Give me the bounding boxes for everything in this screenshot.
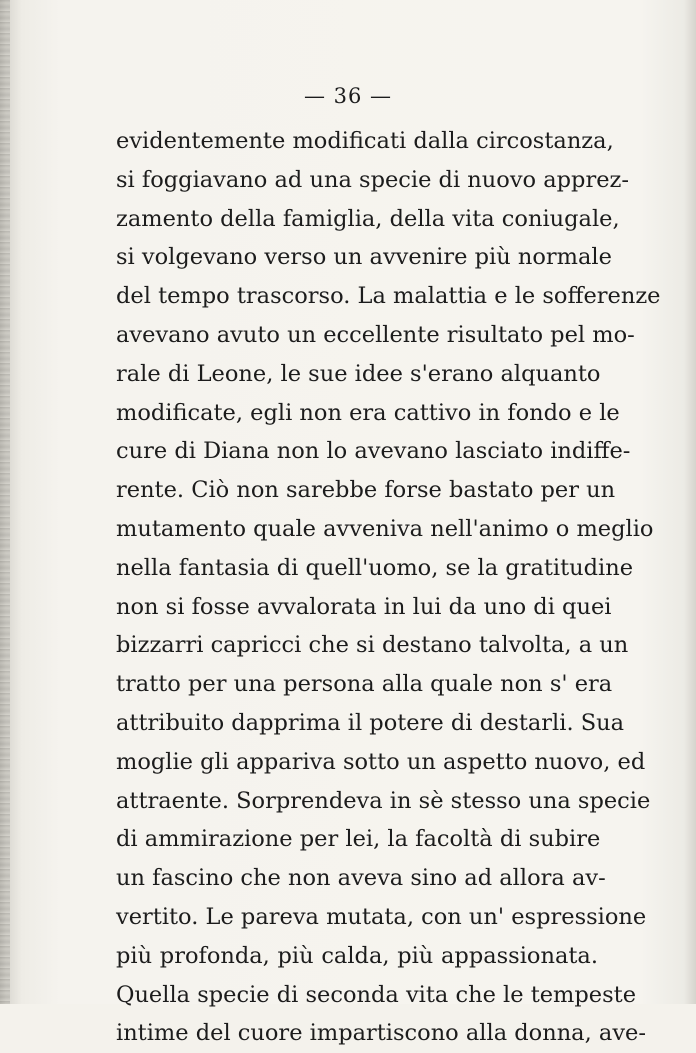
text-line: attraente. Sorprendeva in sè stesso una specie xyxy=(116,787,651,814)
text-line: di ammirazione per lei, la facoltà di subire xyxy=(116,826,601,853)
text-line: un fascino che non aveva sino ad allora av- xyxy=(116,865,606,892)
page-number: — 36 — xyxy=(303,84,393,108)
text-line: si volgevano verso un avvenire più normale xyxy=(116,244,612,271)
body-text xyxy=(116,122,661,1053)
text-line: cure di Diana non lo avevano lasciato indiffe- xyxy=(116,438,631,465)
text-line: mutamento quale avveniva nell'animo o meglio xyxy=(116,515,654,542)
text-line: tratto per una persona alla quale non s' era xyxy=(116,671,613,698)
text-line: zamento della famiglia, della vita coniugale, xyxy=(116,205,620,232)
text-line: moglie gli appariva sotto un aspetto nuovo, ed xyxy=(116,748,646,775)
text-line: del tempo trascorso. La malattia e le sofferenze xyxy=(116,283,661,310)
text-line: nella fantasia di quell'uomo, se la gratitudine xyxy=(116,554,634,581)
text-line: Quella specie di seconda vita che le tempeste xyxy=(116,981,637,1008)
text-line: avevano avuto un eccellente risultato pel mo- xyxy=(116,321,635,348)
text-line: rale di Leone, le sue idee s'erano alquanto xyxy=(116,360,601,387)
text-line: rente. Ciò non sarebbe forse bastato per un xyxy=(116,477,616,504)
text-line: non si fosse avvalorata in lui da uno di quei xyxy=(116,593,612,620)
text-line: modificate, egli non era cattivo in fondo e le xyxy=(116,399,620,426)
text-line: attribuito dapprima il potere di destarli. Sua xyxy=(116,709,625,736)
text-line: si foggiavano ad una specie di nuovo apprez- xyxy=(116,166,629,193)
text-line: intime del cuore impartiscono alla donna, ave- xyxy=(116,1020,646,1047)
text-line: più profonda, più calda, più appassionata. xyxy=(116,942,598,969)
page-binding-edge xyxy=(0,0,10,1004)
text-line: vertito. Le pareva mutata, con un' espressione xyxy=(116,903,647,930)
text-line: bizzarri capricci che si destano talvolta, a un xyxy=(116,632,629,659)
text-line: evidentemente modificati dalla circostanza, xyxy=(116,128,614,154)
